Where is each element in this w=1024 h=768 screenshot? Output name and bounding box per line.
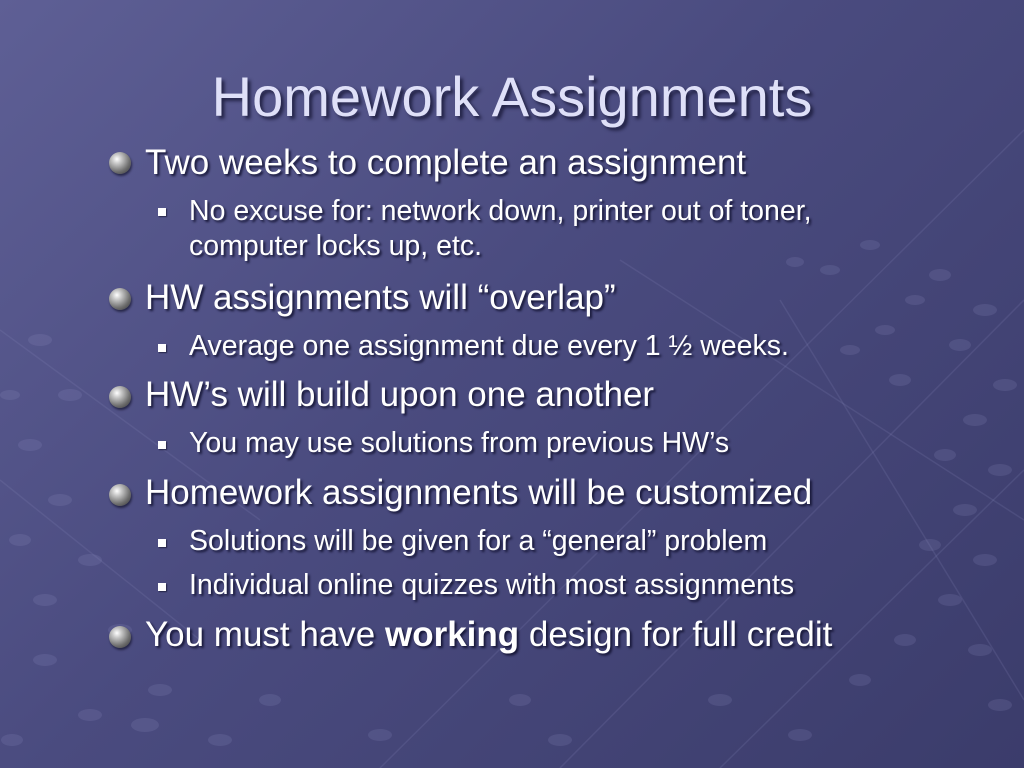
sub-bullet-4-1: Solutions will be given for a “general” problem	[189, 525, 768, 557]
sub-bullet-4-2: Individual online quizzes with most assignments	[189, 569, 795, 601]
square-bullet-icon	[158, 208, 166, 216]
square-bullet-icon	[158, 441, 166, 449]
sphere-bullet-icon	[109, 152, 131, 174]
bullet-item-5-text-before: You must have	[145, 615, 385, 654]
sub-bullet-1-1-line-1: No excuse for: network down, printer out of toner,	[189, 195, 812, 227]
sub-bullet-3-1: You may use solutions from previous HW’s	[189, 427, 730, 459]
bullet-item-5-bold-word: working	[384, 615, 520, 654]
sphere-bullet-icon	[109, 484, 131, 506]
square-bullet-icon	[158, 539, 166, 547]
bullet-item-3: HW’s will build upon one another	[145, 375, 655, 414]
sub-bullet-1-1-line-2: computer locks up, etc.	[189, 230, 483, 262]
bullet-item-1: Two weeks to complete an assignment	[145, 143, 747, 182]
square-bullet-icon	[158, 344, 166, 352]
bullet-item-5-text-after: design for full credit	[519, 615, 833, 654]
sphere-bullet-icon	[109, 288, 131, 310]
sub-bullet-2-1: Average one assignment due every 1 ½ weeks.	[189, 330, 789, 362]
bullet-item-4: Homework assignments will be customized	[145, 473, 813, 512]
bullet-item-5	[145, 615, 832, 655]
sphere-bullet-icon	[109, 386, 131, 408]
sphere-bullet-icon	[109, 626, 131, 648]
square-bullet-icon	[158, 583, 166, 591]
bullet-item-2: HW assignments will “overlap”	[145, 278, 616, 317]
slide-title: Homework Assignments	[211, 65, 813, 128]
